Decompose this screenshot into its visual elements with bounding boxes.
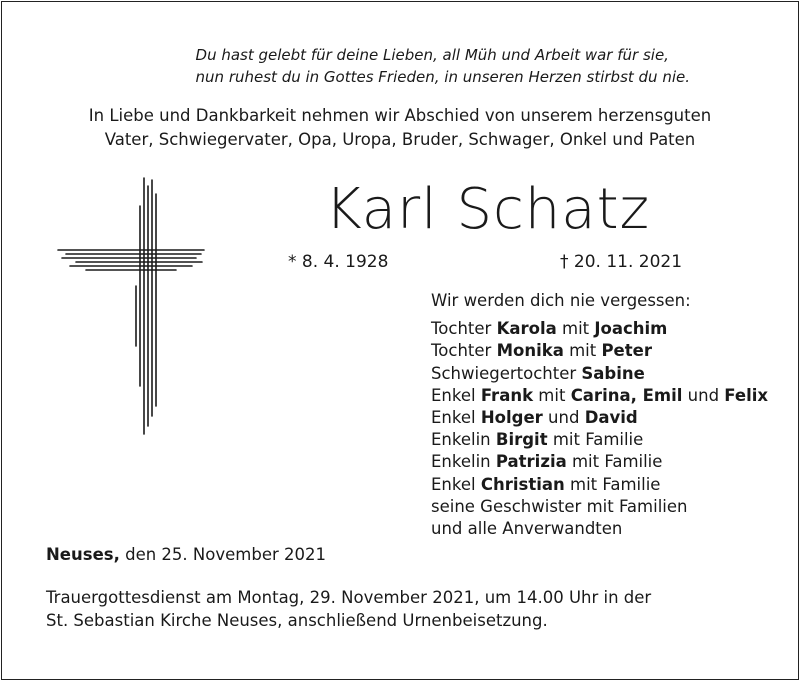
poem-line-1: Du hast gelebt für deine Lieben, all Müh und Arbeit war für sie, bbox=[195, 46, 669, 64]
list-item: Enkel Holger und David bbox=[431, 408, 638, 428]
memorial-poem bbox=[196, 44, 690, 88]
place-date-text: den 25. November 2021 bbox=[119, 545, 326, 564]
list-item: Enkelin Patrizia mit Familie bbox=[431, 452, 663, 472]
place-date bbox=[46, 545, 326, 564]
list-item: Enkel Frank mit Carina, Emil und Felix bbox=[431, 385, 769, 405]
intro-line-2: Vater, Schwiegervater, Opa, Uropa, Bruder, Schwager, Onkel und Paten bbox=[104, 130, 696, 149]
poem-line-2: nun ruhest du in Gottes Frieden, in unseren Herzen stirbst du nie. bbox=[195, 68, 690, 86]
intro-line-1: In Liebe und Dankbarkeit nehmen wir Abschied von unserem herzensguten bbox=[88, 106, 712, 125]
intro-text bbox=[0, 104, 800, 152]
deceased-name: Karl Schatz bbox=[325, 177, 650, 242]
list-item: Schwiegertochter Sabine bbox=[431, 363, 645, 383]
list-item: Tochter Karola mit Joachim bbox=[431, 319, 668, 339]
service-line-1: Trauergottesdienst am Montag, 29. November 2021, um 14.00 Uhr in der bbox=[46, 588, 652, 607]
list-item: Enkelin Birgit mit Familie bbox=[431, 430, 644, 450]
list-item: Enkel Christian mit Familie bbox=[431, 474, 661, 494]
place-town: Neuses, bbox=[46, 545, 120, 564]
birth-date: * 8. 4. 1928 bbox=[288, 252, 389, 272]
death-date: † 20. 11. 2021 bbox=[560, 252, 683, 272]
list-item: und alle Anverwandten bbox=[431, 519, 623, 539]
list-item: Tochter Monika mit Peter bbox=[431, 341, 652, 361]
service-line-2: St. Sebastian Kirche Neuses, anschließend Urnenbeisetzung. bbox=[46, 611, 548, 630]
mourners-list bbox=[431, 290, 768, 540]
mourners-lead: Wir werden dich nie vergessen: bbox=[431, 291, 691, 310]
list-item: seine Geschwister mit Familien bbox=[431, 496, 688, 516]
service-info bbox=[46, 586, 651, 632]
